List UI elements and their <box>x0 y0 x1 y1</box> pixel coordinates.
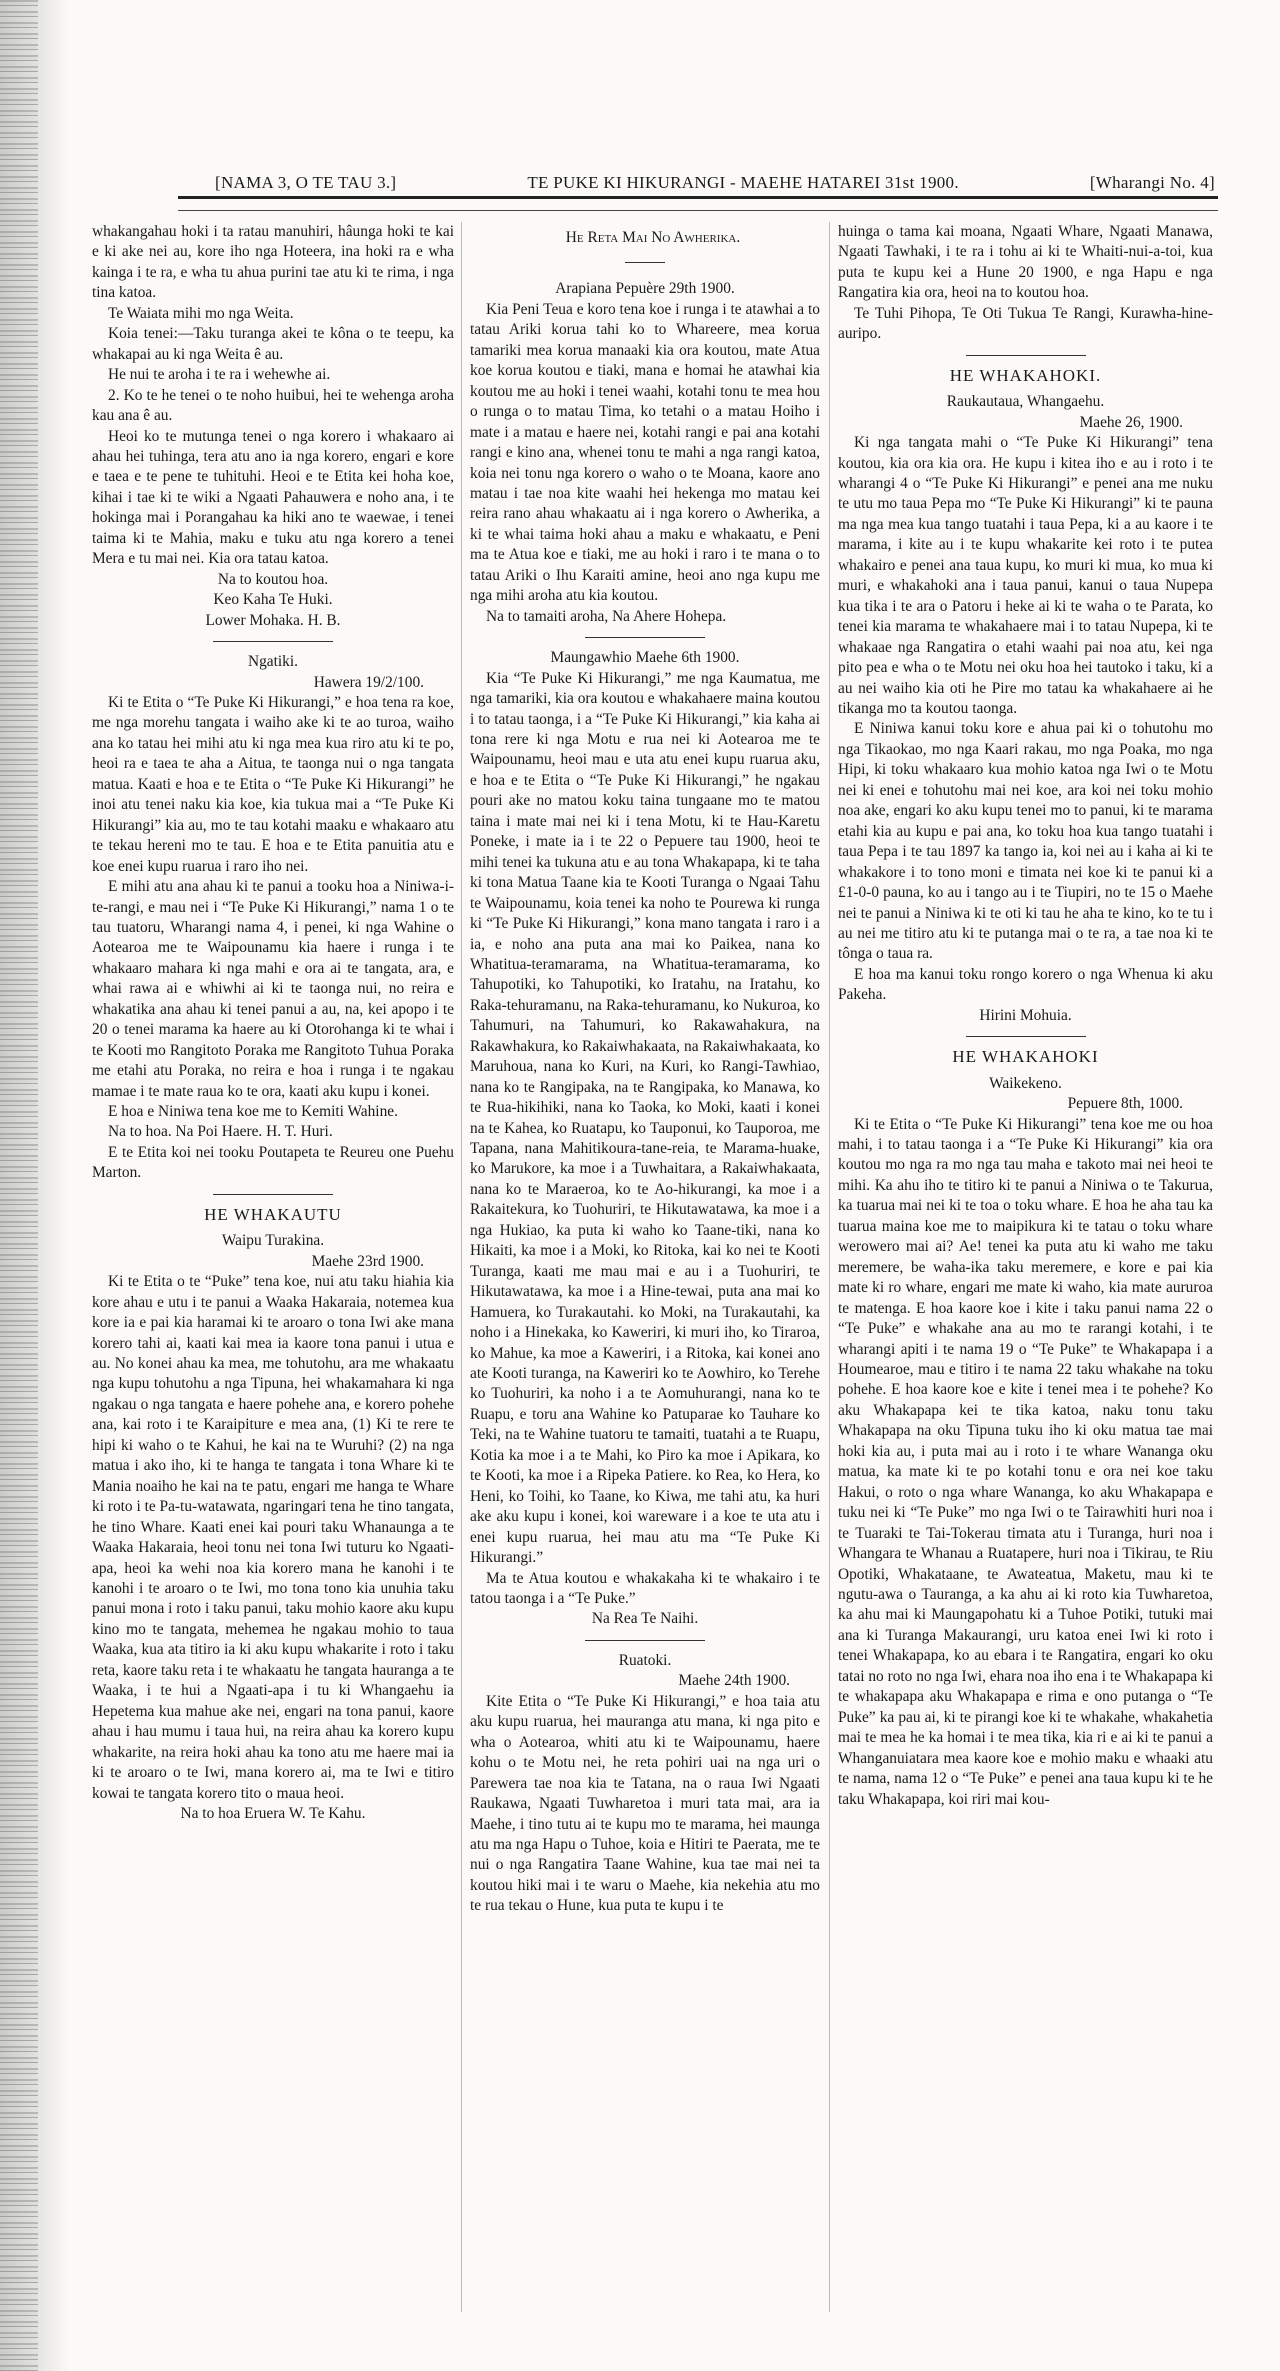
article-paragraph: E hoa ma kanui toku rongo korero o nga Whenua ki aku Pakeha. <box>838 965 1213 1004</box>
byline-or-dateline: Waikekeno. <box>989 1074 1062 1092</box>
article-paragraph: E hoa e Niniwa tena koe me to Kemiti Wahine. <box>108 1103 398 1121</box>
column-2 <box>470 222 820 1917</box>
dateline: Hawera 19/2/100. <box>313 673 424 691</box>
article-paragraph: Heoi ko te mutunga tenei o nga korero i whakaaro ai ahau hei tuhinga, tera atu ano ia nga korero, engari e kore e taea e te pene te tuhituhi. Heoi e te Etita kei hoha koe, kihai i tae ki te wiki a Ngaati Pahauwera e noho ana, i te hokinga mai i Porangahau ka hiki ano te waewae, i tenei taima ki te Mahia, maku e tuku atu nga korero a tenei Mera e tu mai nei. Kia ora tatau katoa. <box>92 427 454 568</box>
dateline: Maehe 24th 1900. <box>678 1672 790 1690</box>
article-paragraph: Ki te Etita o “Te Puke Ki Hikurangi” tena koe me ou hoa mahi, i to tatau taonga i a “Te Puke Ki Hikurangi” kia ora koutou mo nga ra mo nga tau maha e takoto mai nei heoi te mihi. Ka ahu iho te titiro ki te panui a Niniwa o te Takurua, ka tuarua mai nei ki te toa o toku whare. E hoa he aha tau ka tuarua maina koe me to maipikura ki te tatau o toku whare werowero mai ai? Ae! tenei ka puta atu ki waho me taku meremere, be waha-ika taku meremere, e kore e pai kia mate ki ro whare, engari me mate ki waho, kia mate aururoa te matenga. E hoa kaore koe i kite i taku panui nama 22 o “Te Puke” e whakahe ana au mo te rarangi kotahi, i te wharangi apiti i te nama 19 o “Te Puke” te Whakapapa i a Houmearoe, mau e titiro i te nama 22 taku whakahe na toku pohehe. E hoa kaore koe e kite i tenei mea i te pohehe? Ko aku Whakapapa kei te tika katoa, naku tonu taku Whakapapa na oku Tipuna tuku iho ki oku matua tae mai hoki kia au, i puta mai au i roto i te whare Wananga oku matua, ka mate ki te po kotahi tonu e ora nei koe taku Hakui, o roto o nga whare Wananga, ko aku Whakapapa e tuku nei ki “Te Puke” mo nga Iwi o te Tairawhiti huri noa i te Tuaraki te Tai-Tokerau timata atu i Turanga, huri noa i Whangara te Whanau a Ruatapere, huri noa i Tikirau, te Riu Opotiki, Whakataane, te Awateatua, Maketu, mau ki te ngutu-awa o Tauranga, a ka ahu ai ki roto kia Tuwharetoa, ka ahu mai ki Maungapohatu ki a Tuhoe Potiki, tutuki mai ana ki Turanga Makaurangi, uru katoa enei Iwi ki roto i tenei Whakapapa, ko au ebara i te Rangatira, engari ko oku tatai no roto no nga Iwi, ehara noa iho ena i te Whakapapa ki te whakapapa aku Whakapapa e rima e ono putanga o “Te Puke” ka pau ai, ki te pirangi koe ki te whakahe, whakahetia mai te mea he ka homai i te mea tika, kia ri e ai ki te panui a Whanganuiatara mea kaore koe e mohio maku e whaaki atu te nama, nama 12 o “Te Puke” e penei ana taua kupu ki te he taku Whakapapa, koi riri mai kou- <box>838 1115 1213 1808</box>
article-paragraph: Koia tenei:—Taku turanga akei te kôna o te teepu, ka whakapai au ki nga Weita ê au. <box>92 325 454 363</box>
article-paragraph: Na to tamaiti aroha, Na Ahere Hohepa. <box>486 607 727 625</box>
header-rule-thin <box>178 210 1218 211</box>
article-paragraph: Kite Etita o “Te Puke Ki Hikurangi,” e hoa taia atu aku kupu ruarua, hei mauranga atu mana, ki nga pito e wha o Aotearoa, whiti atu ki te Waipounamu, haere kohu o te Motu nei, he reta pohiri uai na nga uri o Parewera tae noa kia te Tatana, na o raua Iwi Ngaati Raukawa, Ngaati Tuwharetoa i muri tata mai, ara ia Maehe, i tino tutu ai te kupu mo te marama, hei maunga atu ma nga Hapu o Tuhoe, koia e Hitiri te Paerata, me te nui o nga Rangatira Taane Wahine, kua tae mai nei ta koutou hiki mai i te waru o Maehe, kia nekehia atu mo te rua tekau o Hune, kua puta te kupu i te <box>470 1692 820 1915</box>
byline-or-dateline: Arapiana Pepuère 29th 1900. <box>555 280 735 298</box>
byline-or-dateline: Ruatoki. <box>618 1651 672 1669</box>
scan-edge-shadow <box>0 0 70 2371</box>
dateline: Pepuere 8th, 1000. <box>1067 1095 1183 1113</box>
section-divider <box>625 262 665 263</box>
article-paragraph: Te Waiata mihi mo nga Weita. <box>108 304 294 322</box>
byline-or-dateline: Raukautaua, Whangaehu. <box>946 393 1105 411</box>
newspaper-title-date: TE PUKE KI HIKURANGI - MAEHE HATAREI 31st 1900. <box>527 173 959 192</box>
article-paragraph: Ki te Etita o “Te Puke Ki Hikurangi,” e hoa tena ra koe, me nga morehu tangata i waiho ake ki te ao turoa, waiho ana ko tatau hei mihi atu ki nga mea kua riro atu ki te po, heoi ra e taea te aha a Aitua, te taonga nui o nga tangata matua. Kaati e hoa e te Etita o “Te Puke Ki Hikurangi” he inoi atu tenei naku kia koe, kia tukua mai a “Te Puke Ki Hikurangi” kia au, mo te tau kotahi maaku e whakaaro atu te tekau hereni mo te tau. E hoa e te Etita panuitia atu e koe enei kupu ruarua i raro iho nei. <box>92 693 454 875</box>
section-divider <box>966 1036 1086 1037</box>
article-paragraph: Ki te Etita o te “Puke” tena koe, nui atu taku hiahia kia kore ahau e utu i te panui a Waaka Hakaraia, notemea kua kore ia e pai kia haramai ki te aroaro o tona Iwi ake mana korero tahi ai, kaati kai mea ia kaore tona panui i utua e au. No konei ahau ka mea, me tohutohu, ara me whakaatu nga kupu tohutohu a nga Tipuna, hei whakamahara ki nga ngakau o nga tangata e haere pohehe ana, e korero pohehe ana, kai roto i te Karaipiture e mea ana, (1) Ki te rere te hipi ki waho o te Kahui, he kai na te Wuruhi? (2) na nga matua i ako iho, ki te hanga te tangata i tona Whare ki te Mania noaiho he kai na te patu, engari me hanga te Whare ki roto i te Pa-tu-watawata, ngaringari tena he tino tangata, he tino Whare. Kaati enei kai pouri taku Whanaunga a te Waaka Hakaraia, heoi tonu nei tona Iwi tuturu ko Ngaati-apa, heoi ka wehi noa kia korero mana he kanohi i te kanohi i te aroaro o te Iwi, mo tona tono kia unuhia taku panui mona i roto i taku panui, taku mohio kaore aku kupu kino mo te tangata, mehemea he ngakau mohio to taua Waaka, kua ata titiro ia ki aku kupu whakarite i roto i taku reta, kaore taku reta i te whakaatu he tangata hauranga a te Waaka, i te hui a Ngaati-apa i tu ki Whangaehu ia Hepetema kua mahue ake nei, engari na tona panui, kaore ahau i hau mumu i taua hui, na reira ahau ka korero kupu whakarite, na reira hoki ahau ka tono atu me haere mai ia ki te aroaro o te Iwi, mana korero ai, ma te Iwi e titiro kowai te tangata korero tito o maua heoi. <box>92 1273 454 1802</box>
column-divider <box>829 222 830 2312</box>
byline-or-dateline: Waipu Turakina. <box>221 1232 325 1250</box>
article-paragraph: Kia Peni Teua e koro tena koe i runga i te atawhai a to tatau Ariki korua tahi ko to Whareere, mea korua tamariki mea korua manaaki kia ora koutou, mate Atua koe korua koutou e tiaki, mana e homai he atawhai kia koutou me au hoki i tenei waahi, kotahi tonu te mea hou o runga o to matau Tima, ko tetahi o a matau Hoiho i mate i a matau e haere nei, kotahi rangi e pai ana kotahi rangi e kino ana, whenei tonu te mahi a nga rangi katoa, koia nei tonu nga korero o waho o te Moana, kaore ano matau i tae noa kite waahi hei hekenga mo matau kei reira rano ahau whakaatu ai i nga korero o Awherika, a ki te whai taima hoki ahau a maku e whakaatu, e Peni ma te Atua koe e tiaki, me au hoki i raro i te mana o to tatau Ariki o Ihu Karaiti amine, heoi ano nga kupu me nga mihi aroha atu kia koutou. <box>470 300 820 605</box>
byline-or-dateline: Keo Kaha Te Huki. <box>213 591 333 609</box>
article-paragraph: E te Etita koi nei tooku Poutapeta te Reureu one Puehu Marton. <box>92 1143 454 1182</box>
section-divider <box>585 637 705 638</box>
article-heading: HE WHAKAHOKI <box>952 1047 1099 1067</box>
dateline: Maehe 23rd 1900. <box>311 1252 424 1270</box>
section-divider <box>213 1194 333 1195</box>
byline-or-dateline: Na to koutou hoa. <box>217 570 329 588</box>
article-heading: HE WHAKAUTU <box>204 1204 342 1224</box>
article-paragraph-continued: whakangahau hoki i ta ratau manuhiri, hâunga hoki te kai e ki ake nei au, kore iho nga Hoteera, ina hoki ra e wha kainga i te ra, e wha tu ahua purini tae atu ki te rima, i nga tina katoa. <box>92 223 454 302</box>
section-divider <box>213 641 333 642</box>
byline-or-dateline: Na Rea Te Naihi. <box>591 1610 699 1628</box>
issue-number: [NAMA 3, O TE TAU 3.] <box>215 173 397 192</box>
article-paragraph: He nui te aroha i te ra i wehewhe ai. <box>108 366 331 384</box>
byline-or-dateline: Na to hoa Eruera W. Te Kahu. <box>180 1804 366 1822</box>
article-paragraph: Te Tuhi Pihopa, Te Oti Tukua Te Rangi, Kurawha-hine-auripo. <box>838 304 1213 343</box>
dateline: Maehe 26, 1900. <box>1079 413 1183 431</box>
header-rule-thick <box>178 196 1218 199</box>
page-number: [Wharangi No. 4] <box>1089 173 1215 192</box>
article-paragraph-continued: huinga o tama kai moana, Ngaati Whare, Ngaati Manawa, Ngaati Tawhaki, i te ra i tohu ai ki te Whaiti-nui-a-toi, kua puta te kupu kei a Hune 20 1900, e nga Hapu e nga Rangatira kia ora, heoi na to koutou hoa. <box>838 223 1213 302</box>
section-divider <box>585 1640 705 1641</box>
article-paragraph: Kia “Te Puke Ki Hikurangi,” me nga Kaumatua, me nga tamariki, kia ora koutou e whakahaere maina koutou i to tatau taonga, i a “Te Puke Ki Hikurangi,” kia kaha ai tona rere ki nga Motu e rua nei ki Aotearoa me te Waipounamu, heoi mau e uta atu enei kupu ruarua aku, e hoa e te Etita o “Te Puke Ki Hikurangi,” he ngakau pouri ake no matou koku taina tungaane mo te matou taina i mate mai nei ki i tena Motu, ki te Hau-Karetu Poneke, i mate ia i te 22 o Pepuere tau 1900, heoi te mihi tenei ka tukuna atu e au tona Whakapapa, ki te taha ki tona Matua Taane kia te Kooti Turanga o Ngaai Tahu te Waipounamu, koia tenei ka noho te Pourewa ki runga ki “Te Puke Ki Hikurangi,” kona mano tangata i raro i a ia, e noho ana puta ana mai ko Paikea, nana ko Whatitua-teramarama, na Whatitua-teramarama, ko Tahupotiki, ko Tahupotiki, ko Iratahu, na Iratahu, ko Raka-tehuramanu, na Raka-tehuramanu, ko Nukuroa, ko Tahumuri, na Tahumuri, ko Rakawahakura, na Rakawhakura, ko Rakaiwhakaata, na Rakaiwhakaata, ko Maruhoua, nana ko Kuri, na Kuri, ko Rangi-Tawhiao, nana ko te Rangipaka, na te Rangipaka, ko Manawa, ko te Rua-hikihiki, nana ko Taoka, ko Moki, kaati i konei na te Kahea, ko Ruatapu, ko Tauponui, ko Tauporoa, me Tapana, nana Mahitikoura-tane-reia, te Marama-huake, ko Marukore, ka moe i a Tuwhaitara, a Rakaiwhakaata, nana ko te Maraeroa, ko te Ao-hikurangi, ka moe i a Rakaitekura, ko Tuohuriri, te Hikutawatawa, ka moe i a nga Hukiao, ka puta ki waho ko Taane-tiki, nana ko Hikaiti, ka moe i a Moki, ko Ritoka, kai ko nei te Kooti Turanga, kaati me mau mai e au i a Tuohuriri, te Hikutawatawa, ka moe i a Hine-tewai, puta ana mai ko Hamuera, ko Turakautahi. ko Moki, na Turakautahi, ka noho i a Hinekaka, ko Kaweriri, ki muri iho, ko Tiraroa, ko Mahue, ka moe a Kaweriri, i a Ritoka, kai konei ano ate Kooti turanga, na Kaweriri ko te Aowhiro, ko Terehe ko Tuohuriri, ka noho i a te Aomuhurangi, nana ko te Ruapu, e toru ana Wahine ko Patuparae ko Tauhare ko Teki, na te Wahine tuatoru te tamaiti, tuatahi a te Ruapu, Kotia ka moe i a te Mahi, ko Piro ka moe i Apikara, ko te Kooti, ka moe i a Ripeka Patiere. ko Rea, ko Hera, ko Heni, ko Toihi, ko Taane, ko Kiwa, me tahi atu, ka huri ake aku kupu i konei, koi wareware i a koe te uta atu i enei kupu ruarua, hei mau atu ma “Te Puke Ki Hikurangi.” <box>470 669 821 1567</box>
article-heading: HE WHAKAHOKI. <box>949 365 1102 385</box>
column-3 <box>838 222 1213 1810</box>
article-paragraph: 2. Ko te he tenei o te noho huibui, hei te wehenga aroha kau ana ê au. <box>92 386 454 425</box>
page-header <box>215 163 1215 193</box>
article-paragraph: E mihi atu ana ahau ki te panui a tooku hoa a Niniwa-i-te-rangi, e mau nei i “Te Puke Ki Hikurangi,” nama 1 o te tau tuatoru, Wharangi nama 4, i penei, ki nga Wahine o Aotearoa me te Waipounamu kia haere i runga i te whakaaro mahara ki nga mahi e ora ai te tangata, ara, e whai rawa ai e whiwhi ai ki te taonga nui, no reira e whakatika ana ahau ki tenei panui a au, na, kei apopo i te 20 o tenei marama ka haere au ki Otorohanga ki te whai i te Kooti mo Rangitoto Poraka me Rangitoto Tuhua Poraka me etahi atu Poraka, no reira e hoa i runga i te ngakau mamae i te mate raua ko te ora, kaati aku kupu i konei. <box>92 878 454 1100</box>
article-paragraph: E Niniwa kanui toku kore e ahua pai ki o tohutohu mo nga Tikaokao, mo nga Kaari rakau, mo nga Poaka, mo nga Hipi, ki toku whakaaro kua mohio katoa nga Iwi o te Motu nei ki enei e tohutohu mai nei koe, ara koi nei toku mohio noa ake, engari ko aku kupu tenei mo to panui, ki te marama etahi kia au kupu e pai ana, ko toku hoa kua tango tuatahi i taua Pepa i te tau 1897 ka tango ia, koi nei au i kaha ai ki te whakakore i to tono moni e timata nei koe ki te panui ki a £1-0-0 pauna, ko au i tango au i te Tiupiri, no te 15 o Maehe nei te panui a Niniwa ki te oti ki tau he aha te kino, ko te tu i au nei me titiro atu ki te putanga mai o te ra, a tae noa ki te tônga o taua ra. <box>838 720 1213 963</box>
article-paragraph: Ki nga tangata mahi o “Te Puke Ki Hikurangi” tena koutou, kia ora kia ora. He kupu i kitea iho e au i roto i te wharangi 4 o “Te Puke Ki Hikurangi” e penei ana me nuku te utu mo taua Pepa mo “Te Puke Ki Hikurangi” ki te pauna ma nga mea kua tango tuatahi i taua Pepa, ki a au kaore i te marama, i kite au i te kupu whakarite kei roto i te putea whakairo e penei ana taua kupu, ko muri ki mua, ko mua ki muri, e whakahoki ana i taua panui, kanui o taua Nupepa kua tika i te ara o Patoru i heke ai ki te waha o te Parata, ko tenei kia marama te whakahaere mai i to tatau Nupepa, ki te whakaae nga Rangatira o etahi waahi pai noa atu, kei nga pito pea e wha o te Motu nei oku hoa hei tautoko i taku, ki a au nei waiho kia oti he Pire mo tatau ka whakahaere ai he tikanga mo ta koutou taonga. <box>838 434 1213 717</box>
article-paragraph: Na to hoa. Na Poi Haere. H. T. Huri. <box>108 1123 333 1141</box>
byline-or-dateline: Ngatiki. <box>247 653 298 671</box>
byline-or-dateline: Maungawhio Maehe 6th 1900. <box>550 649 740 667</box>
byline-or-dateline: Hirini Mohuia. <box>979 1006 1072 1024</box>
byline-or-dateline: Lower Mohaka. H. B. <box>205 611 341 629</box>
section-divider <box>966 355 1086 356</box>
article-paragraph: Ma te Atua koutou e whakakaha ki te whakairo i te tatou taonga i a “Te Puke.” <box>470 1569 820 1607</box>
column-divider <box>461 222 462 2312</box>
column-1 <box>92 222 454 1824</box>
article-heading: He Reta Mai No Awherika. <box>565 229 741 246</box>
